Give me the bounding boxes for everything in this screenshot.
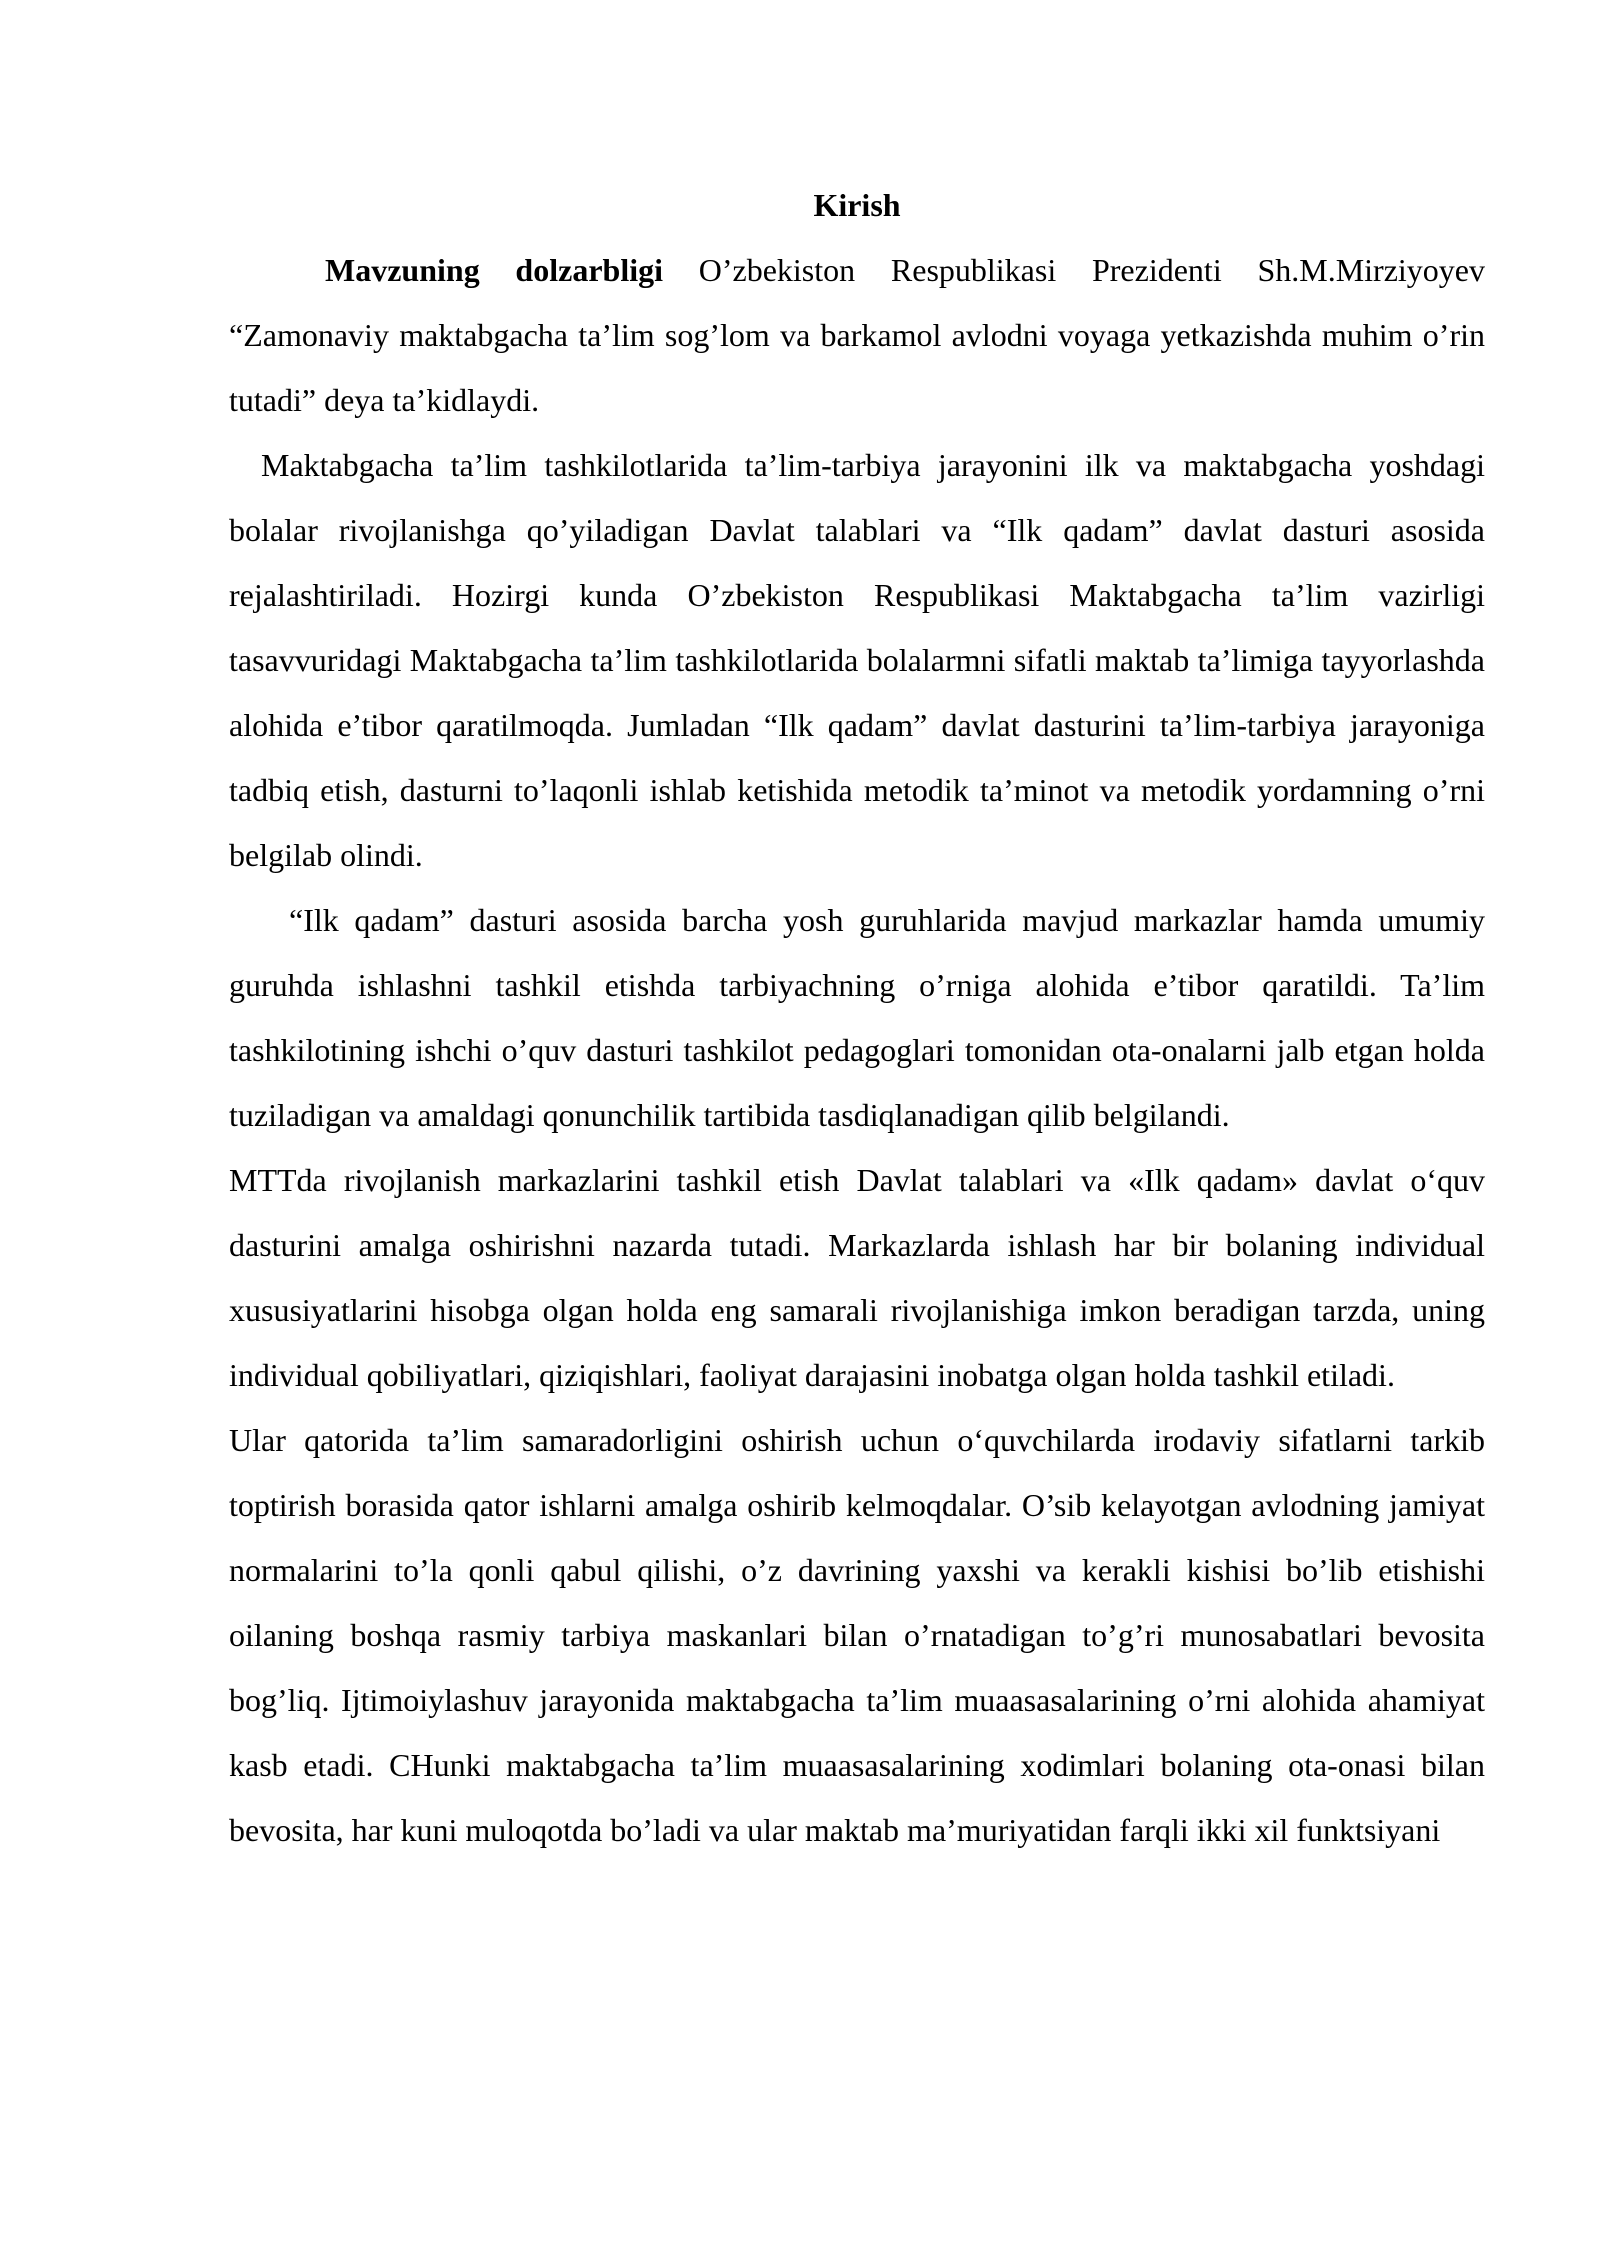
paragraph-ilk-qadam: “Ilk qadam” dasturi asosida barcha yosh guruhlarida mavjud markazlar hamda umumiy guruhda ishlashni tashkil etishda tarbiyachning o’rniga alohida e’tibor qaratildi. Ta’lim tashkilotining ishchi o’quv dasturi tashkilot pedagoglari tomonidan ota-onalarni jalb etgan holda tuziladigan va amaldagi qonunchilik tartibida tasdiqlanadigan qilib belgilandi. <box>229 902 1485 1133</box>
document-body <box>229 173 1485 1863</box>
paragraph-centers: MTTda rivojlanish markazlarini tashkil etish Davlat talablari va «Ilk qadam» davlat o‘quv dasturini amalga oshirishni nazarda tutadi. Markazlarda ishlash har bir bolaning individual xususiyatlarini hisobga olgan holda eng samarali rivojlanishiga imkon beradigan tarzda, uning individual qobiliyatlari, qiziqishlari, faoliyat darajasini inobatga olgan holda tashkil etiladi. <box>229 1162 1485 1393</box>
relevance-lead: Mavzuning dolzarbligi <box>325 252 663 288</box>
document-heading: Kirish <box>813 187 901 223</box>
paragraph-planning: Maktabgacha ta’lim tashkilotlarida ta’lim-tarbiya jarayonini ilk va maktabgacha yoshdagi bolalar rivojlanishga qo’yiladigan Davlat talablari va “Ilk qadam” davlat dasturi asosida rejalashtiriladi. Hozirgi kunda O’zbekiston Respublikasi Maktabgacha ta’lim vazirligi tasavvuridagi Maktabgacha ta’lim tashkilotlarida bolalarmni sifatli maktab ta’limiga tayyorlashda alohida e’tibor qaratilmoqda. Jumladan “Ilk qadam” davlat dasturini ta’lim-tarbiya jarayoniga tadbiq etish, dasturni to’laqonli ishlab ketishida metodik ta’minot va metodik yordamning o’rni belgilab olindi. <box>229 447 1485 873</box>
paragraph-socialization: Ular qatorida ta’lim samaradorligini oshirish uchun o‘quvchilarda irodaviy sifatlarni tarkib toptirish borasida qator ishlarni amalga oshirib kelmoqdalar. O’sib kelayotgan avlodning jamiyat normalarini to’la qonli qabul qilishi, o’z davrining yaxshi va kerakli kishisi bo’lib etishishi oilaning boshqa rasmiy tarbiya maskanlari bilan o’rnatadigan to’g’ri munosabatlari bevosita bog’liq. Ijtimoiylashuv jarayonida maktabgacha ta’lim muaasasalarining o’rni alohida ahamiyat kasb etadi. CHunki maktabgacha ta’lim muaasasalarining xodimlari bolaning ota-onasi bilan bevosita, har kuni muloqotda bo’ladi va ular maktab ma’muriyatidan farqli ikki xil funktsiyani <box>229 1422 1485 1848</box>
relevance-text: O’zbekiston Respublikasi Prezidenti Sh.M.Mirziyoyev “Zamonaviy maktabgacha ta’lim sog’lom va barkamol avlodni voyaga yetkazishda muhim o’rin tutadi” deya ta’kidlaydi. <box>229 252 1486 418</box>
paragraph-relevance <box>229 238 1485 433</box>
